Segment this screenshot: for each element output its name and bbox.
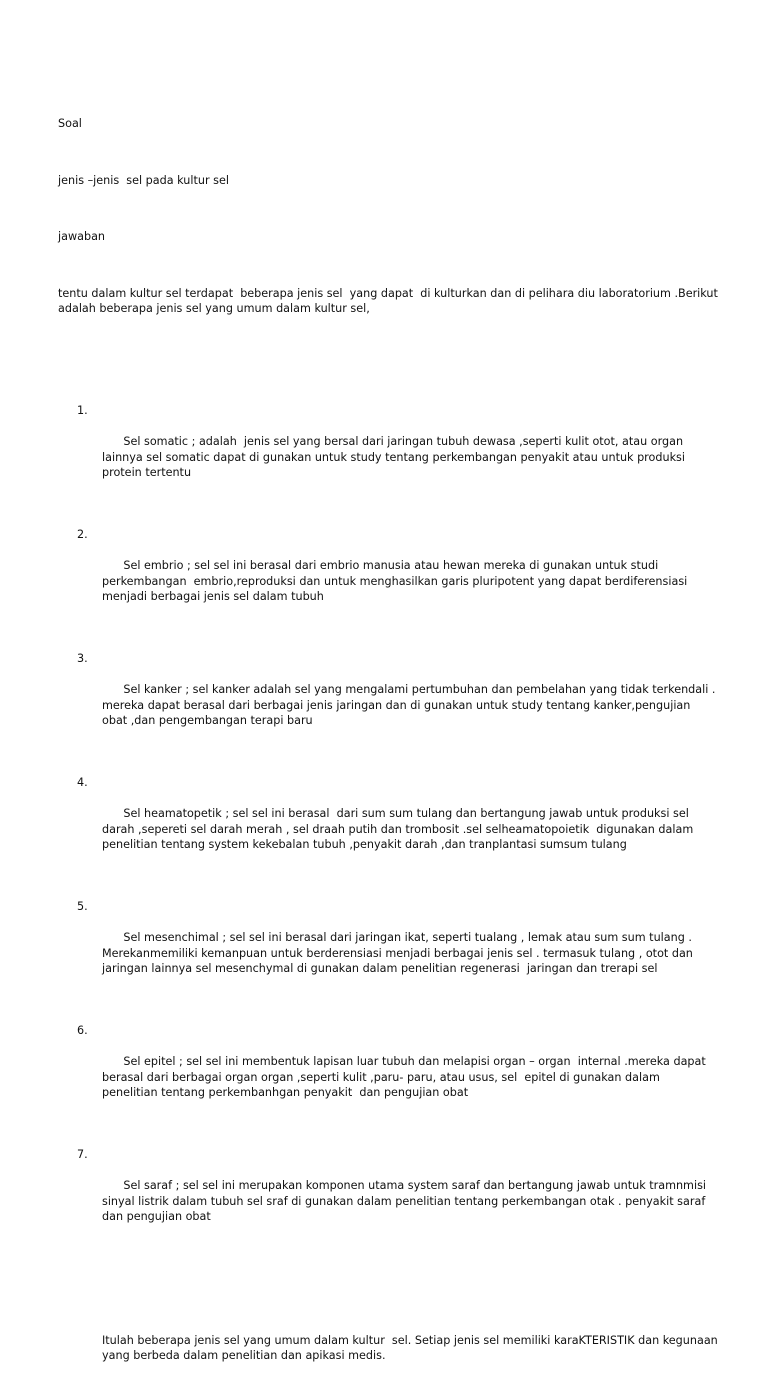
list-item-text: Sel mesenchimal ; sel sel ini berasal dari jaringan ikat, seperti tualang , lemak atau sum sum tulang . Merekanmemiliki kemanpuan untuk berderensiasi menjadi berbagai jenis sel . termasuk tulang , otot dan jaringan lainnya sel mesenchymal di gunakan dalam penelitian regenerasi jaringan dan trerapi sel	[102, 931, 697, 975]
list-item	[58, 775, 718, 868]
closing-paragraph: Itulah beberapa jenis sel yang umum dalam kultur sel. Setiap jenis sel memiliki karaKTERISTIK dan kegunaan yang berbeda dalam penelitian dan apikasi medis.	[102, 1333, 722, 1362]
list-item	[58, 651, 718, 744]
list-item	[58, 899, 718, 992]
cell-types-list	[58, 372, 718, 1271]
list-item-text: Sel somatic ; adalah jenis sel yang bersal dari jaringan tubuh dewasa ,seperti kulit otot, atau organ lainnya sel somatic dapat di gunakan untuk study tentang perkembangan penyakit atau untuk produksi protein tertentu	[102, 435, 689, 479]
intro-paragraph: tentu dalam kultur sel terdapat beberapa jenis sel yang dapat di kulturkan dan di pelihara diu laboratorium .Berikut adalah beberapa jenis sel yang umum dalam kultur sel,	[58, 286, 722, 315]
list-item	[58, 403, 718, 496]
list-item-number: 5.	[77, 900, 88, 913]
list-item	[58, 1147, 718, 1240]
list-item-text: Sel epitel ; sel sel ini membentuk lapisan luar tubuh dan melapisi organ – organ internal .mereka dapat berasal dari berbagai organ organ ,seperti kulit ,paru- paru, atau usus, sel epitel di gunakan dalam penelitian tentang perkembanhgan penyakit dan pengujian obat	[102, 1055, 710, 1099]
list-item-number: 1.	[77, 404, 88, 417]
list-item-number: 6.	[77, 1024, 88, 1037]
list-item-text: Sel kanker ; sel kanker adalah sel yang mengalami pertumbuhan dan pembelahan yang tidak terkendali . mereka dapat berasal dari berbagai jenis jaringan dan di gunakan untuk study tentang kanker,pengujian obat ,dan pengembangan terapi baru	[102, 683, 720, 727]
document-page	[58, 85, 722, 1379]
list-item	[58, 1023, 718, 1116]
answer-label: jawaban	[58, 230, 106, 243]
list-item-number: 7.	[77, 1148, 88, 1161]
list-item	[58, 527, 718, 620]
list-item-number: 2.	[77, 528, 88, 541]
list-item-text: Sel saraf ; sel sel ini merupakan komponen utama system saraf dan bertangung jawab untuk tramnmisi sinyal listrik dalam tubuh sel sraf di gunakan dalam penelitian tentang perkembangan otak . penyakit saraf dan pengujian obat	[102, 1179, 710, 1223]
list-item-text: Sel heamatopetik ; sel sel ini berasal dari sum sum tulang dan bertangung jawab untuk produksi sel darah ,sepereti sel darah merah , sel draah putih dan trombosit .sel selheamatopoietik digunakan dalam penelitian tentang system kekebalan tubuh ,penyakit darah ,dan tranplantasi sumsum tulang	[102, 807, 697, 851]
list-item-number: 4.	[77, 776, 88, 789]
list-item-number: 3.	[77, 652, 88, 665]
heading-soal: Soal	[58, 117, 82, 130]
question-text: jenis –jenis sel pada kultur sel	[58, 173, 229, 187]
list-item-text: Sel embrio ; sel sel ini berasal dari embrio manusia atau hewan mereka di gunakan untuk studi perkembangan embrio,reproduksi dan untuk menghasilkan garis pluripotent yang dapat berdiferensiasi menjadi berbagai jenis sel dalam tubuh	[102, 559, 691, 603]
